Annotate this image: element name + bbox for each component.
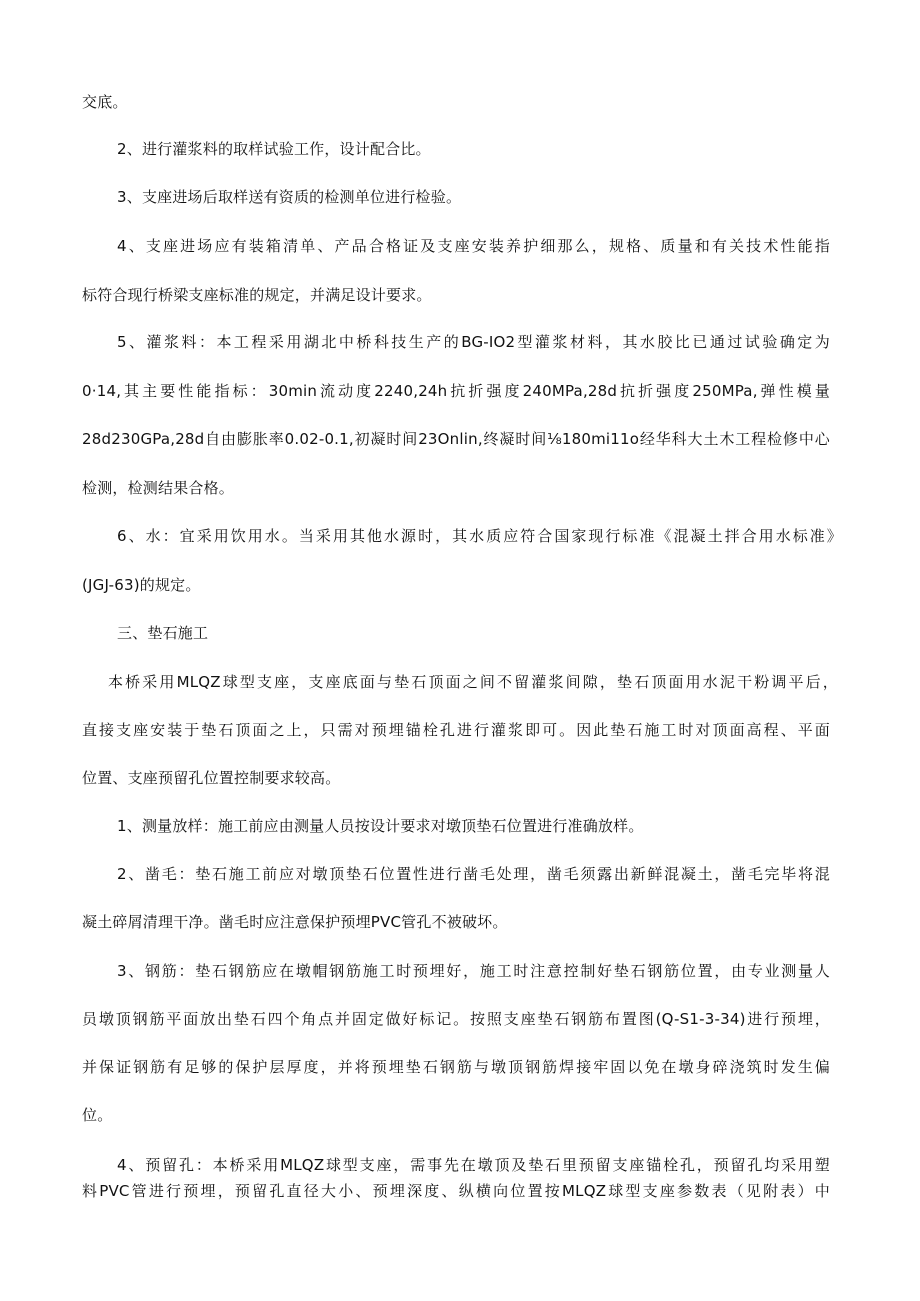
text-line: 3、支座进场后取样送有资质的检测单位进行检验。	[117, 188, 462, 206]
text-line: 交底。	[82, 93, 128, 111]
text-line: 并保证钢筋有足够的保护层厚度，并将预埋垫石钢筋与墩顶钢筋焊接牢固以免在墩身碎浇筑时发生偏	[82, 1058, 830, 1076]
text-line: 4、支座进场应有装箱清单、产品合格证及支座安装养护细那么，规格、质量和有关技术性能指	[117, 237, 830, 255]
section-heading: 三、垫石施工	[117, 624, 209, 642]
text-line: (JGJ-63)的规定。	[82, 576, 201, 594]
text-line: 0·14,其主要性能指标：30min流动度2240,24h抗折强度240MPa,28d抗折强度250MPa,弹性模量	[82, 382, 830, 400]
text-line: 28d230GPa,28d自由膨胀率0.02-0.1,初凝时间23Onlin,终凝时间⅛180mi11o经华科大土木工程检修中心	[82, 430, 830, 448]
text-line: 标符合现行桥梁支座标准的规定，并满足设计要求。	[82, 286, 432, 304]
text-line: 检测，检测结果合格。	[82, 479, 235, 497]
text-line: 位置、支座预留孔位置控制要求较高。	[82, 769, 341, 787]
text-line: 2、进行灌浆料的取样试验工作，设计配合比。	[117, 140, 431, 158]
text-line: 凝土碎屑清理干净。凿毛时应注意保护预埋PVC管孔不被破坏。	[82, 913, 508, 931]
text-line: 2、凿毛：垫石施工前应对墩顶垫石位置性进行凿毛处理，凿毛须露出新鲜混凝土，凿毛完毕将混	[117, 865, 830, 883]
text-line: 5、灌浆料：本工程采用湖北中桥科技生产的BG-IO2型灌浆材料，其水胶比已通过试验确定为	[117, 333, 830, 351]
text-line: 本桥采用MLQZ球型支座，支座底面与垫石顶面之间不留灌浆间隙，垫石顶面用水泥干粉调平后，	[108, 673, 838, 691]
text-line: 料PVC管进行预埋，预留孔直径大小、预埋深度、纵横向位置按MLQZ球型支座参数表（见附表）中	[82, 1182, 830, 1200]
text-line: 直接支座安装于垫石顶面之上，只需对预埋锚栓孔进行灌浆即可。因此垫石施工时对顶面高程、平面	[82, 721, 830, 739]
text-line: 1、测量放样：施工前应由测量人员按设计要求对墩顶垫石位置进行准确放样。	[117, 817, 644, 835]
text-line: 员墩顶钢筋平面放出垫石四个角点并固定做好标记。按照支座垫石钢筋布置图(Q-S1-3-34)进行预埋，	[82, 1010, 830, 1028]
text-line: 位。	[82, 1106, 113, 1124]
text-line: 3、钢筋：垫石钢筋应在墩帽钢筋施工时预埋好，施工时注意控制好垫石钢筋位置，由专业测量人	[117, 962, 830, 980]
text-line: 6、水：宜采用饮用水。当采用其他水源时，其水质应符合国家现行标准《混凝土拌合用水标准》	[117, 527, 842, 545]
text-line: 4、预留孔：本桥采用MLQZ球型支座，需事先在墩顶及垫石里预留支座锚栓孔，预留孔均采用塑	[117, 1156, 830, 1174]
